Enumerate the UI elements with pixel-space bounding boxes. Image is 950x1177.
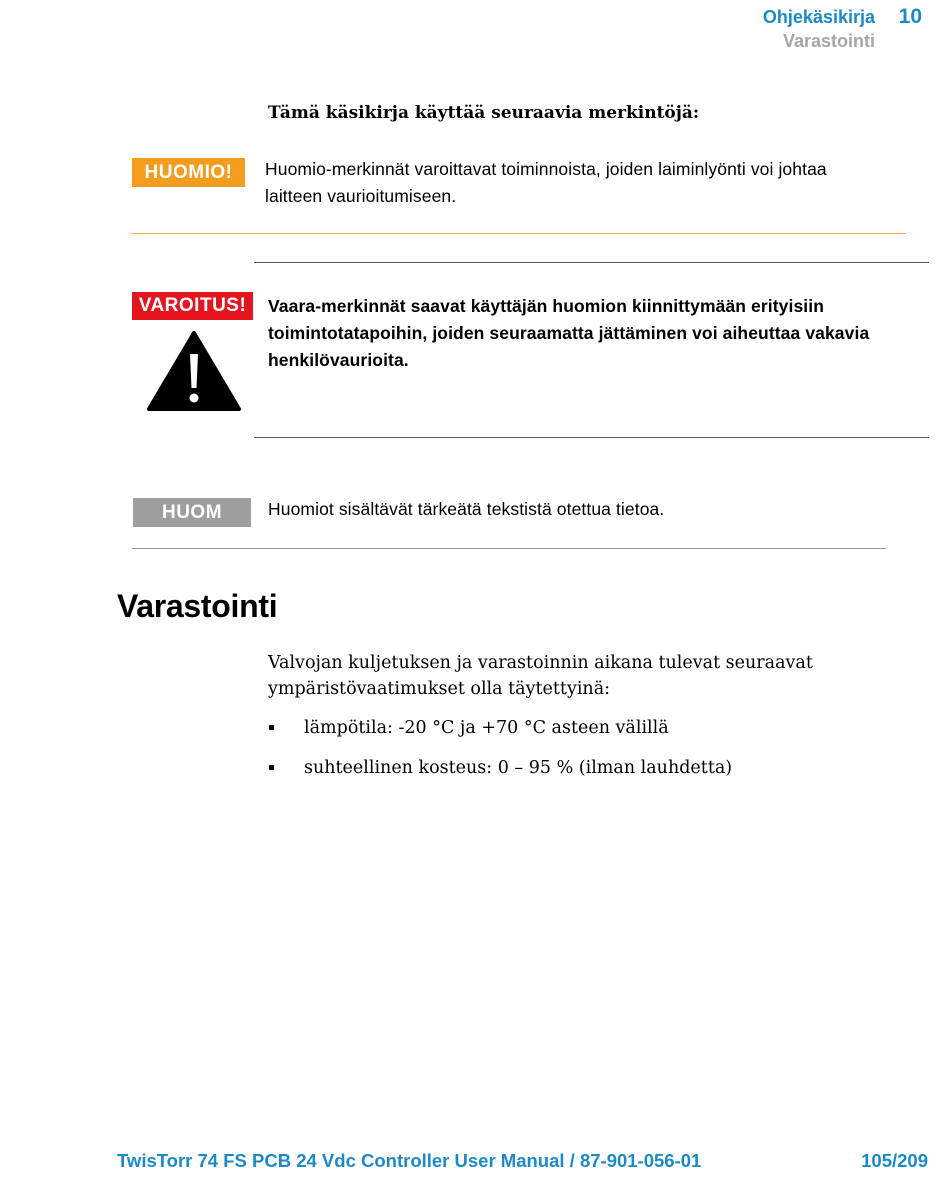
section-heading: Varastointi — [117, 588, 278, 624]
running-header-section: Varastointi — [782, 31, 875, 51]
page-number: 105/209 — [861, 1150, 928, 1171]
warning-text: Vaara-merkinnät saavat käyttäjän huomion kiinnittymään erityisiin toimintotatapoihin, joiden seuraamatta jättäminen voi aiheuttaa vakavia henkilövaurioita. — [268, 296, 870, 370]
warning-triangle-icon — [146, 330, 242, 412]
caution-badge: HUOMIO! — [132, 158, 245, 187]
intro-sentence: Tämä käsikirja käyttää seuraavia merkintöjä: — [268, 103, 700, 123]
warning-bottom-rule — [254, 437, 929, 438]
bullet-square-icon — [269, 765, 274, 770]
note-text: Huomiot sisältävät tärkeätä tekstistä otettua tietoa. — [268, 499, 665, 519]
list-item — [268, 755, 888, 795]
note-badge: HUOM — [133, 498, 251, 527]
footer-manual-title: TwisTorr 74 FS PCB 24 Vdc Controller User Manual / 87-901-056-01 — [117, 1150, 702, 1171]
caution-text: Huomio-merkinnät varoittavat toiminnoista, joiden laiminlyönti voi johtaa laitteen vaurioitumiseen. — [265, 159, 827, 206]
caution-divider — [132, 233, 906, 234]
section-paragraph: Valvojan kuljetuksen ja varastoinnin aikana tulevat seuraavat ympäristövaatimukset olla täytettyinä: — [268, 653, 813, 699]
chapter-number: 10 — [898, 5, 922, 28]
requirements-list — [268, 715, 888, 795]
note-divider — [132, 548, 886, 549]
list-item — [268, 715, 888, 755]
warning-badge: VAROITUS! — [132, 292, 253, 320]
warning-top-rule — [254, 262, 929, 263]
bullet-square-icon — [269, 725, 274, 730]
list-item-text: suhteellinen kosteus: 0 – 95 % (ilman lauhdetta) — [304, 758, 733, 778]
list-item-text: lämpötila: -20 °C ja +70 °C asteen välillä — [304, 718, 669, 738]
running-header-title: Ohjekäsikirja — [762, 7, 875, 27]
